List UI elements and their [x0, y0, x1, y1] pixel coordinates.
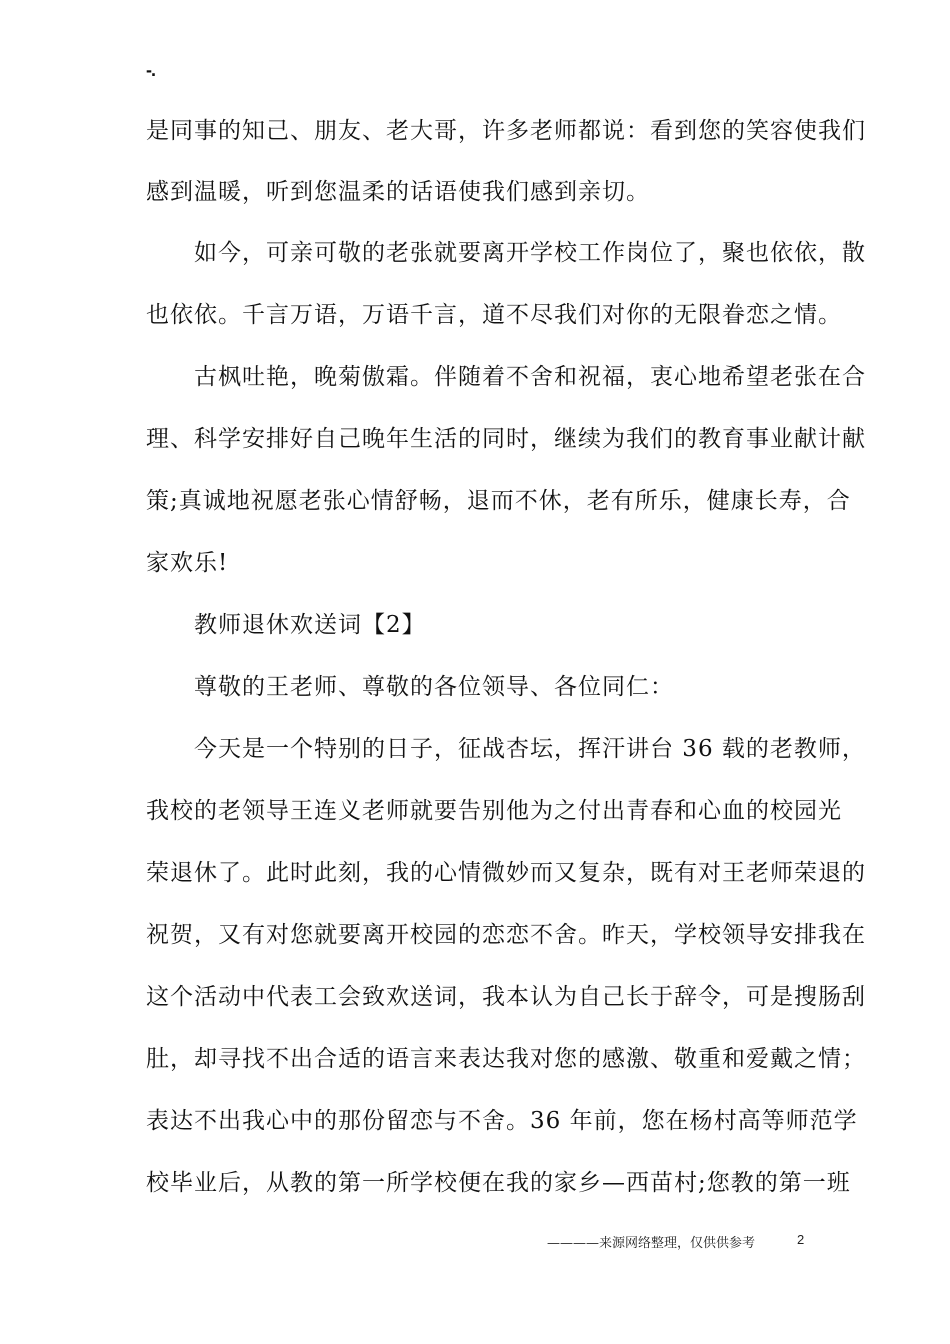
section-heading: 教师退休欢送词【2】 — [146, 612, 426, 638]
text-line: 感到温暖，听到您温柔的话语使我们感到亲切。 — [146, 179, 650, 205]
text-line: 是同事的知己、朋友、老大哥，许多老师都说：看到您的笑容使我们 — [146, 118, 866, 144]
text-line: 荣退休了。此时此刻，我的心情微妙而又复杂，既有对王老师荣退的 — [146, 860, 866, 886]
footer-source-note: ————来源网络整理，仅供供参考 — [547, 1236, 756, 1251]
text-line: 这个活动中代表工会致欢送词，我本认为自己长于辞令，可是搜肠刮 — [146, 984, 866, 1010]
text-line: 肚，却寻找不出合适的语言来表达我对您的感激、敬重和爱戴之情； — [146, 1046, 866, 1072]
text-line: 校毕业后，从教的第一所学校便在我的家乡—西苗村;您教的第一班 — [146, 1170, 851, 1196]
text-line: 理、科学安排好自己晚年生活的同时，继续为我们的教育事业献计献 — [146, 426, 866, 452]
text-line: 今天是一个特别的日子，征战杏坛，挥汗讲台 36 载的老教师， — [146, 736, 866, 762]
text-line: 策;真诚地祝愿老张心情舒畅，退而不休，老有所乐，健康长寿，合 — [146, 488, 851, 514]
text-line: 如今，可亲可敬的老张就要离开学校工作岗位了，聚也依依，散 — [146, 240, 866, 266]
text-line: 家欢乐! — [146, 550, 229, 576]
header-mark: -. — [146, 60, 155, 80]
text-line: 古枫吐艳，晚菊傲霜。伴随着不舍和祝福，衷心地希望老张在合 — [146, 364, 866, 390]
page-number: 2 — [797, 1232, 805, 1247]
text-line: 祝贺，又有对您就要离开校园的恋恋不舍。昨天，学校领导安排我在 — [146, 922, 866, 948]
text-line: 也依依。千言万语，万语千言，道不尽我们对你的无限眷恋之情。 — [146, 302, 842, 328]
salutation-line: 尊敬的王老师、尊敬的各位领导、各位同仁： — [146, 674, 674, 700]
text-line: 我校的老领导王连义老师就要告别他为之付出青春和心血的校园光 — [146, 798, 842, 824]
text-line: 表达不出我心中的那份留恋与不舍。36 年前，您在杨村高等师范学 — [146, 1108, 858, 1134]
